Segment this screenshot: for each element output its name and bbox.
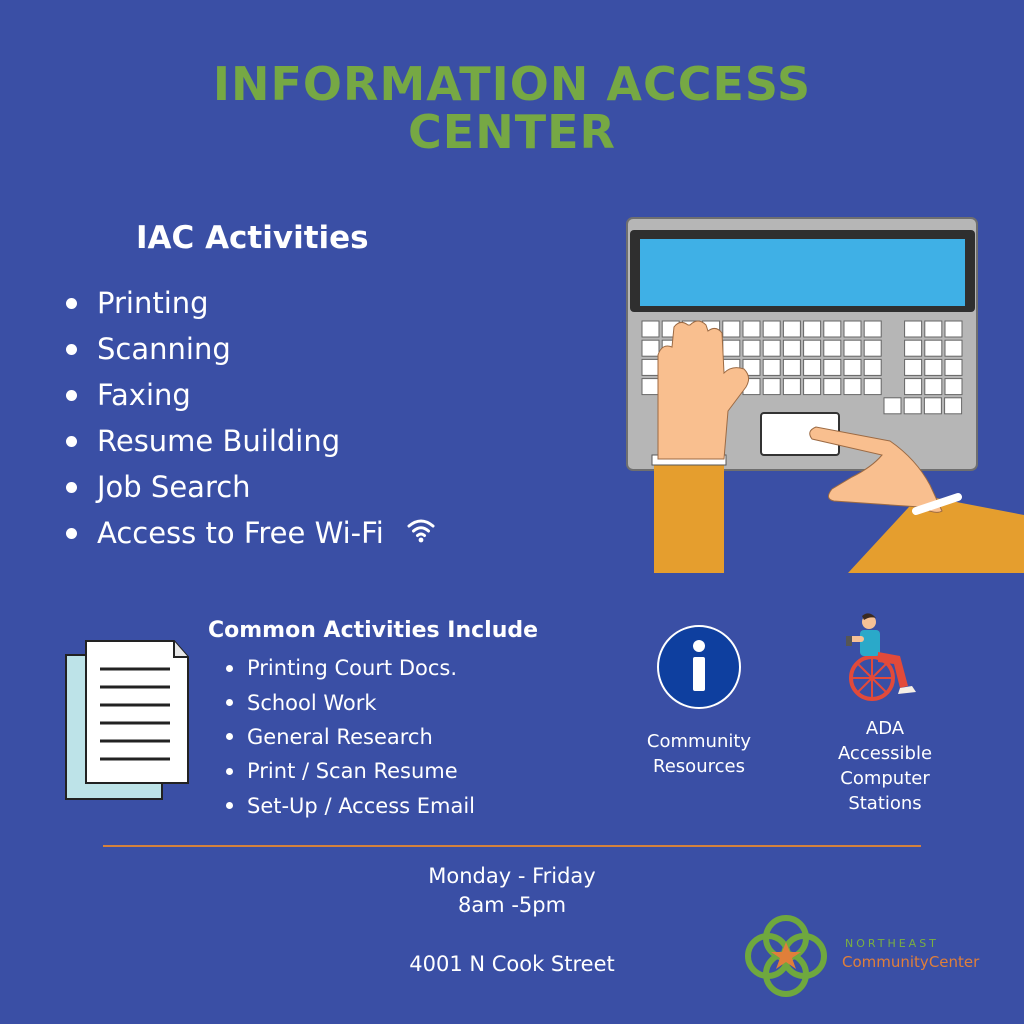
list-item (66, 372, 436, 418)
list-item-label: School Work (247, 690, 377, 715)
iac-activities-list (66, 280, 436, 556)
ada-line-4: Stations (848, 793, 922, 814)
info-icon (656, 624, 742, 714)
ada-line-2: Accessible (837, 743, 933, 764)
list-item-label: Access to Free Wi-Fi (97, 516, 384, 550)
list-item-label: Print / Scan Resume (247, 759, 458, 784)
list-item-label: Job Search (97, 470, 251, 504)
title-line-2: CENTER (408, 105, 616, 159)
section-divider (103, 845, 921, 847)
bullet (226, 768, 233, 775)
wheelchair-user-icon (838, 612, 930, 712)
logo-text-top: NORTHEAST (845, 937, 939, 950)
hours-time: 8am -5pm (457, 893, 567, 917)
list-item-label: Resume Building (97, 424, 341, 458)
community-line-1: Community (646, 731, 752, 752)
bullet (226, 699, 233, 706)
common-activities-list (226, 651, 475, 823)
iac-activities-heading: IAC Activities (136, 220, 369, 256)
page-title (0, 57, 1024, 159)
hours-days: Monday - Friday (428, 864, 596, 888)
bullet (66, 390, 77, 401)
list-item (66, 510, 436, 556)
bullet (66, 528, 77, 539)
community-resources-label (620, 729, 778, 779)
logo-text-bottom: CommunityCenter (842, 953, 980, 971)
list-item-label: Printing Court Docs. (247, 656, 457, 681)
ada-line-3: Computer (840, 768, 930, 789)
list-item-label: Printing (97, 286, 209, 320)
bullet (226, 802, 233, 809)
bullet (66, 482, 77, 493)
list-item (226, 651, 475, 685)
document-icon (62, 637, 192, 807)
bullet (226, 665, 233, 672)
list-item (226, 685, 475, 719)
ada-line-1: ADA (865, 718, 905, 739)
list-item (226, 754, 475, 788)
bullet (66, 436, 77, 447)
community-line-2: Resources (653, 756, 745, 777)
address: 4001 N Cook Street (409, 952, 615, 976)
list-item (66, 280, 436, 326)
wifi-icon (406, 514, 436, 552)
list-item (226, 789, 475, 823)
title-line-1: INFORMATION ACCESS (212, 57, 812, 111)
list-item-label: Scanning (97, 332, 231, 366)
common-activities-heading: Common Activities Include (208, 618, 539, 643)
logo-knot-icon (738, 908, 834, 1008)
opening-hours (312, 862, 712, 920)
list-item (226, 720, 475, 754)
list-item (66, 418, 436, 464)
list-item-label: Set-Up / Access Email (247, 793, 476, 818)
list-item-label: General Research (247, 724, 433, 749)
list-item-label: Faxing (97, 378, 191, 412)
ada-stations-label (810, 716, 960, 816)
list-item (66, 464, 436, 510)
bullet (226, 733, 233, 740)
bullet (66, 298, 77, 309)
list-item (66, 326, 436, 372)
laptop-hands-icon (620, 215, 1024, 579)
bullet (66, 344, 77, 355)
